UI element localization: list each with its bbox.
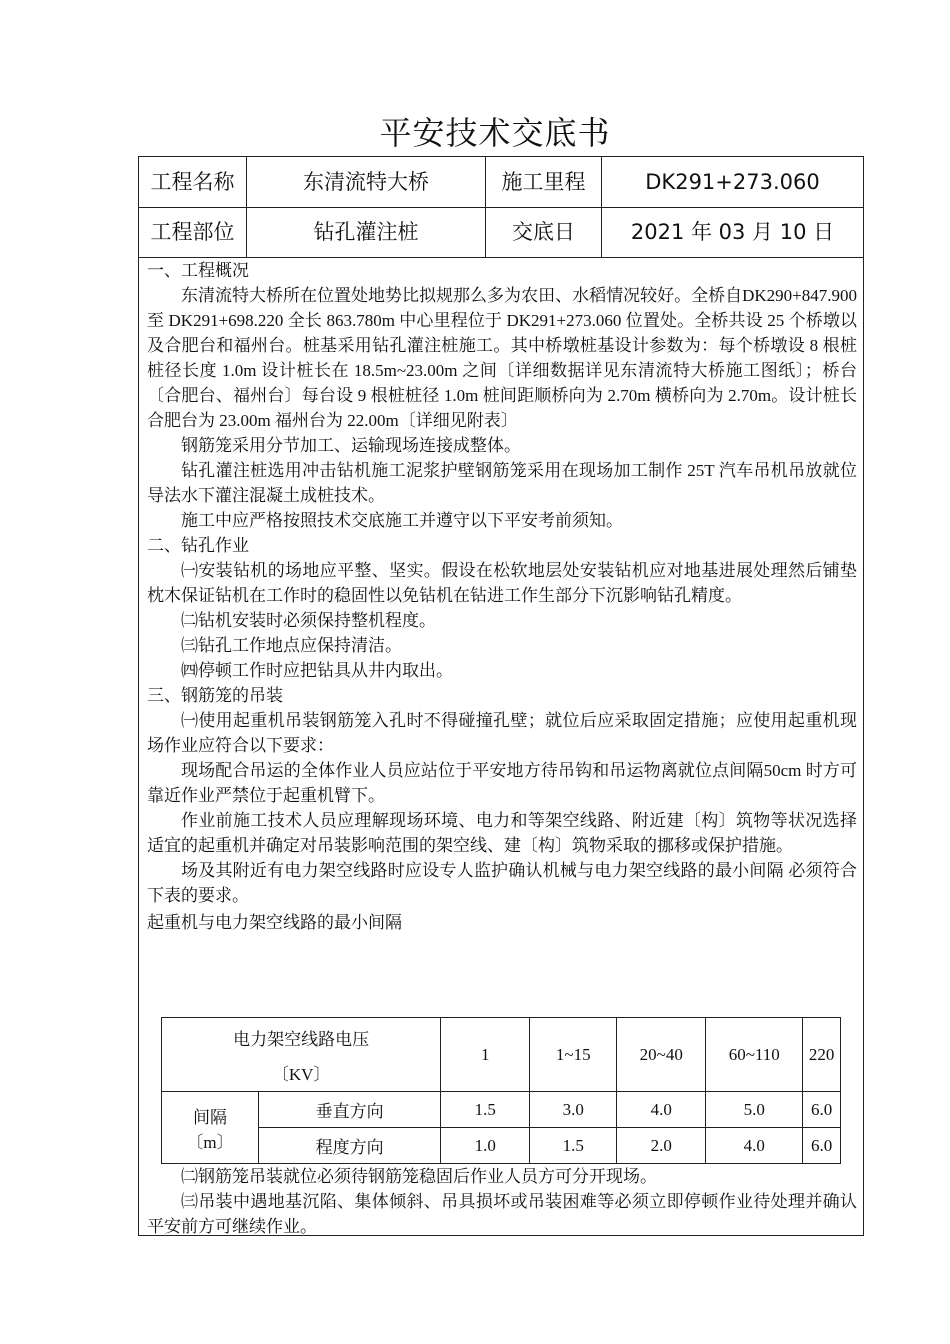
content-tail [147,1164,857,1239]
form-frame [138,156,864,1236]
horizontal-label: 程度方向 [259,1128,441,1164]
voltage-value: 1 [441,1018,530,1092]
paragraph: 钢筋笼采用分节加工、运输现场连接成整体。 [181,436,521,455]
horizontal-value: 6.0 [803,1128,841,1164]
paragraph: ㈠安装钻机的场地应平整、坚实。假设在松软地层处安装钻机应对地基进展处理然后铺垫枕木保证钻机在工作时的稳固性以免钻机在钻进工作生部分下沉影响钻孔精度。 [147,561,857,605]
label-date: 交底日 [486,207,602,257]
section-heading: 三、钢筋笼的吊装 [147,686,283,705]
vertical-value: 6.0 [803,1092,841,1128]
gap-unit: 〔m〕 [186,1132,234,1152]
value-project-name: 东清流特大桥 [247,157,486,207]
paragraph: 东清流特大桥所在位置处地势比拟规那么多为农田、水稻情况较好。全桥自DK290+847.900 至 DK291+698.220 全长 863.780m 中心里程位于 DK291+273.060 位置处。全桥共设 25 个桥墩以及合肥台和福州台。桩基采用钻孔灌注桩施工。其中桥墩桩基设计参数为：每个桥墩设 8 根桩桩径长度 1.0m 设计桩长在 18.5m~23.00m 之间〔详细数据详见东清流特大桥施工图纸〕；桥台〔合肥台、福州台〕每台设 9 根桩桩径 1.0m 桩间距顺桥向为 2.70m 横桥向为 2.70m。设计桩长合肥台为 23.00m 福州台为 22.00m〔详细见附表〕 [147,286,857,430]
gap-header-cell [162,1092,259,1164]
content-body [147,258,857,938]
paragraph: ㈣停顿工作时应把钻具从井内取出。 [181,661,453,680]
value-mileage: DK291+273.060 [645,170,820,194]
paragraph: 施工中应严格按照技术交底施工并遵守以下平安考前须知。 [181,511,623,530]
value-date: 2021 年 03 月 10 日 [630,220,835,244]
paragraph: 现场配合吊运的全体作业人员应站位于平安地方待吊钩和吊运物离就位点间隔50cm 时方可靠近作业严禁位于起重机臂下。 [147,761,857,805]
header-row-1 [139,157,863,208]
paragraph: ㈠使用起重机吊装钢筋笼入孔时不得碰撞孔壁；就位后应采取固定措施；应使用起重机现场作业应符合以下要求： [147,711,857,755]
section-heading: 一、工程概况 [147,261,249,280]
vertical-value: 5.0 [706,1092,803,1128]
vertical-value: 4.0 [617,1092,706,1128]
label-mileage: 施工里程 [486,157,602,207]
voltage-value: 220 [803,1018,841,1092]
paragraph: ㈡钢筋笼吊装就位必须待钢筋笼稳固后作业人员方可分开现场。 [181,1167,657,1186]
label-project-part: 工程部位 [139,207,247,257]
horizontal-value: 1.0 [441,1128,530,1164]
page-title: 平安技术交底书 [379,114,611,152]
section-heading: 二、钻孔作业 [147,536,249,555]
vertical-value: 1.5 [441,1092,530,1128]
paragraph: ㈢钻孔工作地点应保持清洁。 [181,636,402,655]
voltage-value: 1~15 [530,1018,617,1092]
horizontal-value: 2.0 [617,1128,706,1164]
vertical-label: 垂直方向 [259,1092,441,1128]
voltage-unit: 〔KV〕 [271,1064,331,1084]
voltage-header-cell [162,1018,441,1092]
paragraph: ㈢吊装中遇地基沉陷、集体倾斜、吊具损坏或吊装困难等必须立即停顿作业待处理并确认平安前方可继续作业。 [147,1192,857,1236]
header-row-2 [139,207,863,258]
paragraph: ㈡钻机安装时必须保持整机程度。 [181,611,436,630]
paragraph: 作业前施工技术人员应理解现场环境、电力和等架空线路、附近建〔构〕筑物等状况选择适宜的起重机并确定对吊装影响范围的架空线、建〔构〕筑物采取的挪移或保护措施。 [147,811,857,855]
label-project-name: 工程名称 [139,157,247,207]
gap-label: 间隔 [193,1107,227,1128]
vertical-value: 3.0 [530,1092,617,1128]
clearance-table [161,1017,841,1164]
voltage-value: 60~110 [706,1018,803,1092]
horizontal-value: 1.5 [530,1128,617,1164]
table-title: 起重机与电力架空线路的最小间隔 [147,913,402,933]
paragraph: 场及其附近有电力架空线路时应设专人监护确认机械与电力架空线路的最小间隔 必须符合下表的要求。 [147,861,857,905]
voltage-label: 电力架空线路电压 [233,1029,370,1050]
value-project-part: 钻孔灌注桩 [247,207,486,257]
horizontal-value: 4.0 [706,1128,803,1164]
paragraph: 钻孔灌注桩选用冲击钻机施工泥浆护壁钢筋笼采用在现场加工制作 25T 汽车吊机吊放就位导法水下灌注混凝土成桩技术。 [147,461,857,505]
voltage-value: 20~40 [617,1018,706,1092]
